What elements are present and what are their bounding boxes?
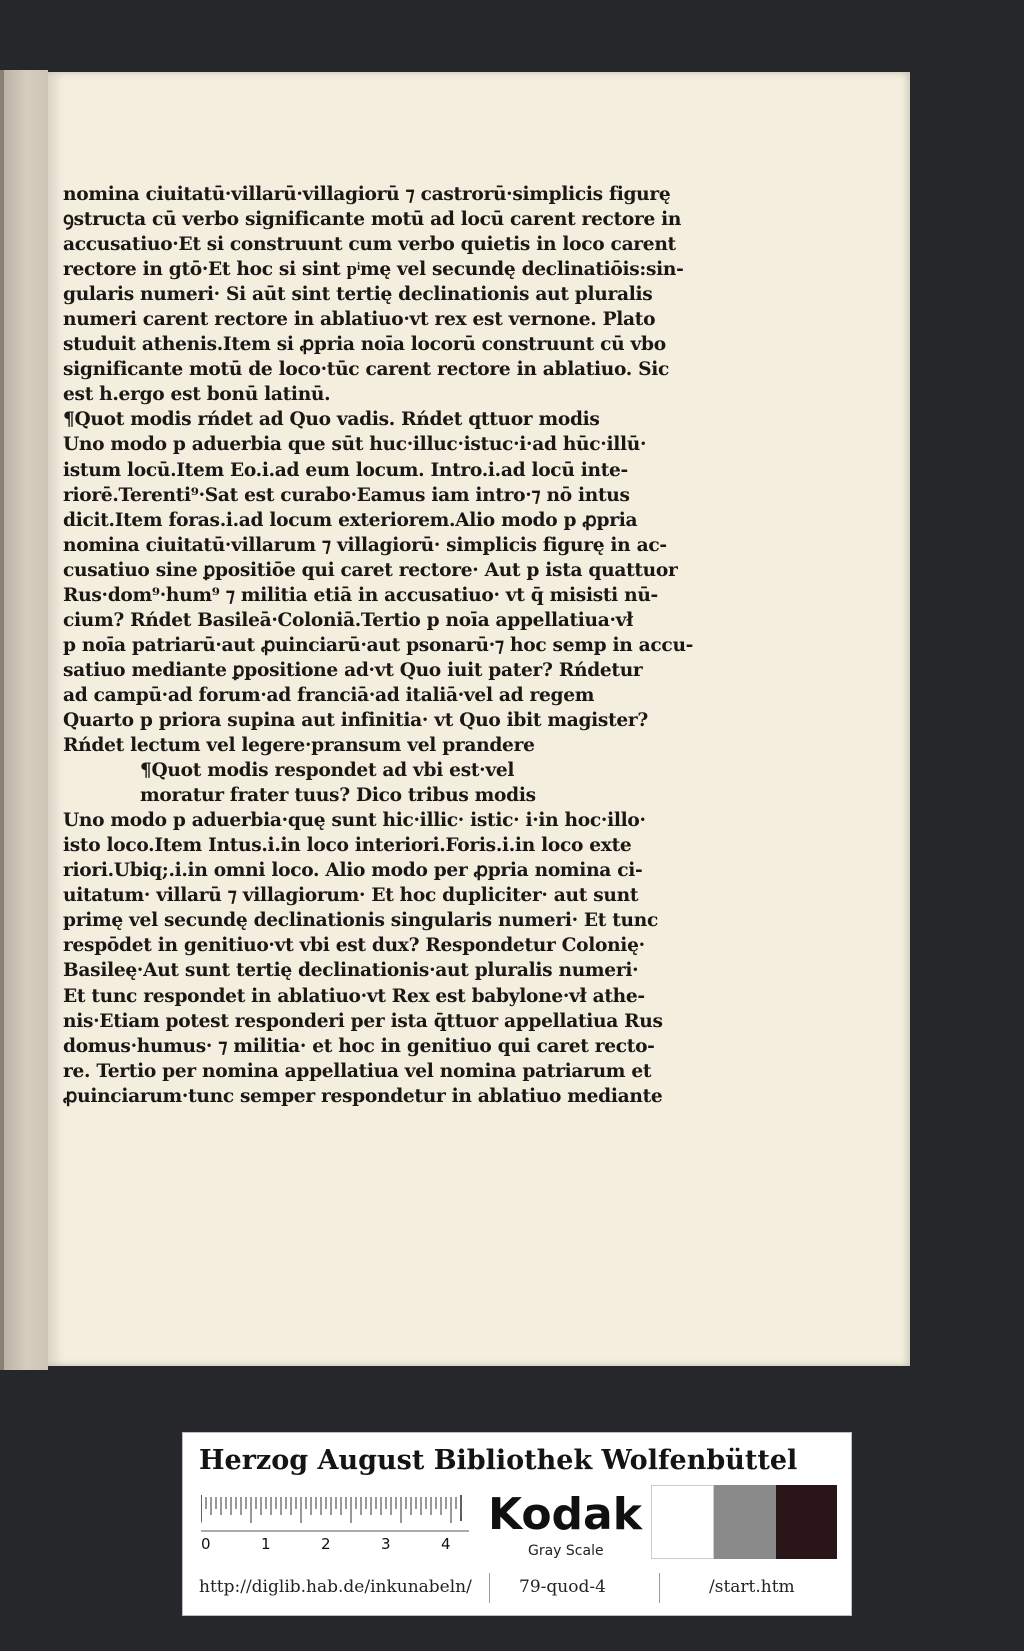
page-text-block (63, 182, 694, 1109)
text-line: nomina ciuitatū·villarum ⁊ villagiorū· simplicis figurę in ac- (63, 534, 667, 556)
text-line: Rńdet lectum vel legere·pransum vel prandere (63, 735, 535, 757)
ruler-label: 4 (441, 1535, 451, 1553)
url-divider (489, 1573, 490, 1603)
text-line: satiuo mediante ꝑpositione ad·vt Quo iuit pater? Rńdetur (63, 659, 643, 681)
text-line: studuit athenis.Item si ꝓpria noīa locorū construunt cū vbo (63, 334, 666, 356)
page-gutter (0, 70, 4, 1370)
text-line: moratur frater tuus? Dico tribus modis (140, 785, 536, 807)
text-line: domus·humus· ⁊ militia· et hoc in genitiuo qui caret recto- (63, 1035, 655, 1057)
scale-ruler (201, 1493, 475, 1553)
gray-scale-label: Gray Scale (528, 1543, 604, 1559)
previous-leaf-edge (0, 70, 48, 1370)
text-line: Uno modo p aduerbia que sūt huc·illuc·istuc·i·ad hūc·illū· (63, 434, 647, 456)
text-line: Basileę·Aut sunt tertię declinationis·aut pluralis numeri· (63, 960, 639, 982)
text-line: Rus·dom⁹·hum⁹ ⁊ militia etiā in accusatiuo· vt q̄ misisti nū- (63, 584, 658, 606)
text-line: riorē.Terenti⁹·Sat est curabo·Eamus iam intro·⁊ nō intus (63, 484, 630, 506)
ruler-label: 2 (321, 1535, 331, 1553)
text-line: ꝯstructa cū verbo significante motū ad locū carent rectore in (63, 209, 682, 231)
text-line: riori.Ubiq;.i.in omni loco. Alio modo per ꝓpria nomina ci- (63, 860, 643, 882)
text-line: accusatiuo·Et si construunt cum verbo quietis in loco carent (63, 234, 676, 256)
text-line: Quarto p priora supina aut infinitia· vt Quo ibit magister? (63, 709, 648, 731)
text-line: est h.ergo est bonū latinū. (63, 384, 331, 406)
url-id: 79-quod-4 (519, 1577, 606, 1597)
ruler-label: 0 (201, 1535, 211, 1553)
text-line: p noīa patriarū·aut ꝓuinciarū·aut psonarū·⁊ hoc semp in accu- (63, 634, 694, 656)
text-line: dicit.Item foras.i.ad locum exteriorem.Alio modo p ꝓpria (63, 509, 638, 531)
text-line: rectore in gtō·Et hoc si sint pͥmę vel secundę declinatiōis:sin- (63, 259, 684, 281)
text-line: respōdet in genitiuo·vt vbi est dux? Respondetur Colonię· (63, 935, 645, 957)
archive-color-strip (182, 1432, 852, 1616)
swatch-black (776, 1485, 837, 1559)
text-line: cium? Rńdet Basileā·Coloniā.Tertio p noīa appellatiua·vł (63, 609, 634, 631)
library-title: Herzog August Bibliothek Wolfenbüttel (199, 1445, 798, 1476)
text-line: nomina ciuitatū·villarū·villagiorū ⁊ castrorū·simplicis figurę (63, 184, 671, 205)
ruler-label: 1 (261, 1535, 271, 1553)
text-line: ¶Quot modis respondet ad vbi est·vel (140, 760, 515, 782)
text-line: ad campū·ad forum·ad franciā·ad italiā·vel ad regem (63, 684, 595, 706)
url-row (199, 1573, 839, 1603)
text-line: Uno modo p aduerbia·quę sunt hic·illic· istic· i·in hoc·illo· (63, 810, 646, 832)
text-line: uitatum· villarū ⁊ villagiorum· Et hoc dupliciter· aut sunt (63, 885, 639, 907)
text-line: nis·Etiam potest responderi per ista q̄ttuor appellatiua Rus (63, 1010, 663, 1032)
swatch-gray (714, 1485, 775, 1559)
text-line: primę vel secundę declinationis singularis numeri· Et tunc (63, 910, 659, 932)
ruler-label: 3 (381, 1535, 391, 1553)
text-line: ¶Quot modis rńdet ad Quo vadis. Rńdet qttuor modis (63, 409, 600, 431)
text-line: ꝓuinciarum·tunc semper respondetur in ablatiuo mediante (63, 1085, 663, 1107)
kodak-logo: Kodak (488, 1489, 642, 1540)
text-line: significante motū de loco·tūc carent rectore in ablatiuo. Sic (63, 359, 670, 381)
url-divider (659, 1573, 660, 1603)
text-line: cusatiuo sine ꝑpositiōe qui caret rectore· Aut p ista quattuor (63, 559, 678, 581)
text-line: gularis numeri· Si aūt sint tertię declinationis aut pluralis (63, 284, 653, 306)
book-page (48, 72, 910, 1366)
text-line: numeri carent rectore in ablatiuo·vt rex est vernone. Plato (63, 309, 656, 331)
swatch-white (651, 1485, 714, 1559)
text-line: re. Tertio per nomina appellatiua vel nomina patriarum et (63, 1060, 652, 1082)
text-line: istum locū.Item Eo.i.ad eum locum. Intro.i.ad locū inte- (63, 459, 628, 481)
url-base: http://diglib.hab.de/inkunabeln/ (199, 1577, 472, 1597)
text-line: isto loco.Item Intus.i.in loco interiori.Foris.i.in loco exte (63, 835, 632, 857)
text-line: Et tunc respondet in ablatiuo·vt Rex est babylone·vł athe- (63, 985, 645, 1007)
url-end: /start.htm (709, 1577, 795, 1597)
gray-swatches (651, 1485, 837, 1559)
